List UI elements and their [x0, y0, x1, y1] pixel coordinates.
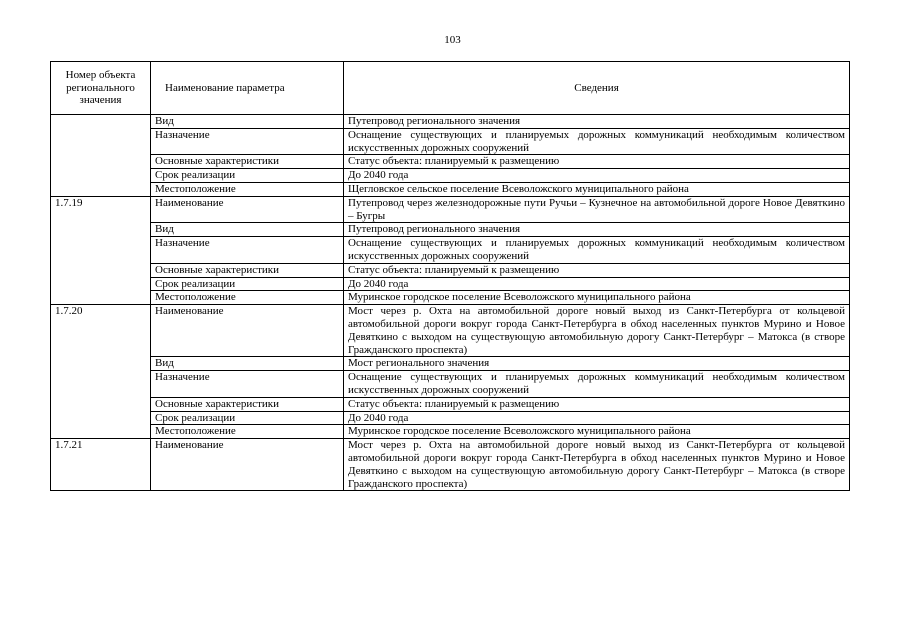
table-row	[51, 155, 850, 169]
parameter-cell: Основные характеристики	[151, 263, 344, 277]
object-number-cell	[51, 128, 151, 155]
value-cell: Путепровод регионального значения	[344, 223, 850, 237]
table-body	[51, 115, 850, 491]
table-row	[51, 305, 850, 357]
header-details: Сведения	[344, 62, 850, 115]
object-number-cell: 1.7.21	[51, 439, 151, 491]
value-cell: До 2040 года	[344, 277, 850, 291]
parameter-cell: Наименование	[151, 305, 344, 357]
value-cell: Статус объекта: планируемый к размещению	[344, 263, 850, 277]
parameter-cell: Назначение	[151, 371, 344, 398]
object-number-cell: 1.7.19	[51, 196, 151, 223]
object-number-cell	[51, 411, 151, 425]
object-number-cell	[51, 277, 151, 291]
object-number-cell	[51, 371, 151, 398]
table-row	[51, 128, 850, 155]
table-row	[51, 115, 850, 129]
table-row	[51, 291, 850, 305]
table-row	[51, 371, 850, 398]
object-number-cell	[51, 237, 151, 264]
parameter-cell: Вид	[151, 115, 344, 129]
table-row	[51, 357, 850, 371]
object-number-cell	[51, 182, 151, 196]
value-cell: Путепровод через железнодорожные пути Ручьи – Кузнечное на автомобильной дороге Новое Девяткино – Бугры	[344, 196, 850, 223]
value-cell: Оснащение существующих и планируемых дорожных коммуникаций необходимым количеством искусственных дорожных сооружений	[344, 371, 850, 398]
parameter-cell: Назначение	[151, 128, 344, 155]
value-cell: Оснащение существующих и планируемых дорожных коммуникаций необходимым количеством искусственных дорожных сооружений	[344, 128, 850, 155]
table-row	[51, 196, 850, 223]
object-number-cell	[51, 397, 151, 411]
table-row	[51, 182, 850, 196]
object-number-cell	[51, 223, 151, 237]
value-cell: Статус объекта: планируемый к размещению	[344, 397, 850, 411]
table-row	[51, 425, 850, 439]
value-cell: До 2040 года	[344, 411, 850, 425]
table-row	[51, 263, 850, 277]
parameter-cell: Наименование	[151, 196, 344, 223]
object-number-cell	[51, 115, 151, 129]
object-number-cell: 1.7.20	[51, 305, 151, 357]
table-row	[51, 411, 850, 425]
object-number-cell	[51, 169, 151, 183]
value-cell: Мост через р. Охта на автомобильной дороге новый выход из Санкт-Петербурга от кольцевой автомобильной дороги вокруг города Санкт-Петербурга в обход населенных пунктов Мурино и Новое Девяткино с выходом на существующую автомобильную дорогу Санкт-Петербург – Матокса (в створе Гражданского проспекта)	[344, 305, 850, 357]
object-number-cell	[51, 263, 151, 277]
parameter-cell: Основные характеристики	[151, 397, 344, 411]
header-object-number: Номер объекта регионального значения	[51, 62, 151, 115]
value-cell: Путепровод регионального значения	[344, 115, 850, 129]
object-number-cell	[51, 155, 151, 169]
table-row	[51, 237, 850, 264]
parameter-cell: Вид	[151, 223, 344, 237]
value-cell: Мост регионального значения	[344, 357, 850, 371]
value-cell: Оснащение существующих и планируемых дорожных коммуникаций необходимым количеством искусственных дорожных сооружений	[344, 237, 850, 264]
table-header-row	[51, 62, 850, 115]
table-row	[51, 277, 850, 291]
parameter-cell: Местоположение	[151, 182, 344, 196]
table-row	[51, 397, 850, 411]
table-row	[51, 169, 850, 183]
registry-table	[50, 61, 850, 491]
value-cell: Мост через р. Охта на автомобильной дороге новый выход из Санкт-Петербурга от кольцевой автомобильной дороги вокруг города Санкт-Петербурга в обход населенных пунктов Мурино и Новое Девяткино с выходом на существующую автомобильную дорогу Санкт-Петербург – Матокса (в створе Гражданского проспекта)	[344, 439, 850, 491]
parameter-cell: Основные характеристики	[151, 155, 344, 169]
parameter-cell: Срок реализации	[151, 411, 344, 425]
table-row	[51, 439, 850, 491]
parameter-cell: Срок реализации	[151, 277, 344, 291]
value-cell: Статус объекта: планируемый к размещению	[344, 155, 850, 169]
value-cell: Муринское городское поселение Всеволожского муниципального района	[344, 291, 850, 305]
parameter-cell: Вид	[151, 357, 344, 371]
object-number-cell	[51, 291, 151, 305]
object-number-cell	[51, 425, 151, 439]
value-cell: Муринское городское поселение Всеволожского муниципального района	[344, 425, 850, 439]
parameter-cell: Местоположение	[151, 291, 344, 305]
page-number: 103	[444, 34, 461, 46]
value-cell: Щегловское сельское поселение Всеволожского муниципального района	[344, 182, 850, 196]
parameter-cell: Наименование	[151, 439, 344, 491]
parameter-cell: Назначение	[151, 237, 344, 264]
header-parameter-name: Наименование параметра	[151, 62, 344, 115]
object-number-cell	[51, 357, 151, 371]
table-row	[51, 223, 850, 237]
parameter-cell: Местоположение	[151, 425, 344, 439]
value-cell: До 2040 года	[344, 169, 850, 183]
parameter-cell: Срок реализации	[151, 169, 344, 183]
